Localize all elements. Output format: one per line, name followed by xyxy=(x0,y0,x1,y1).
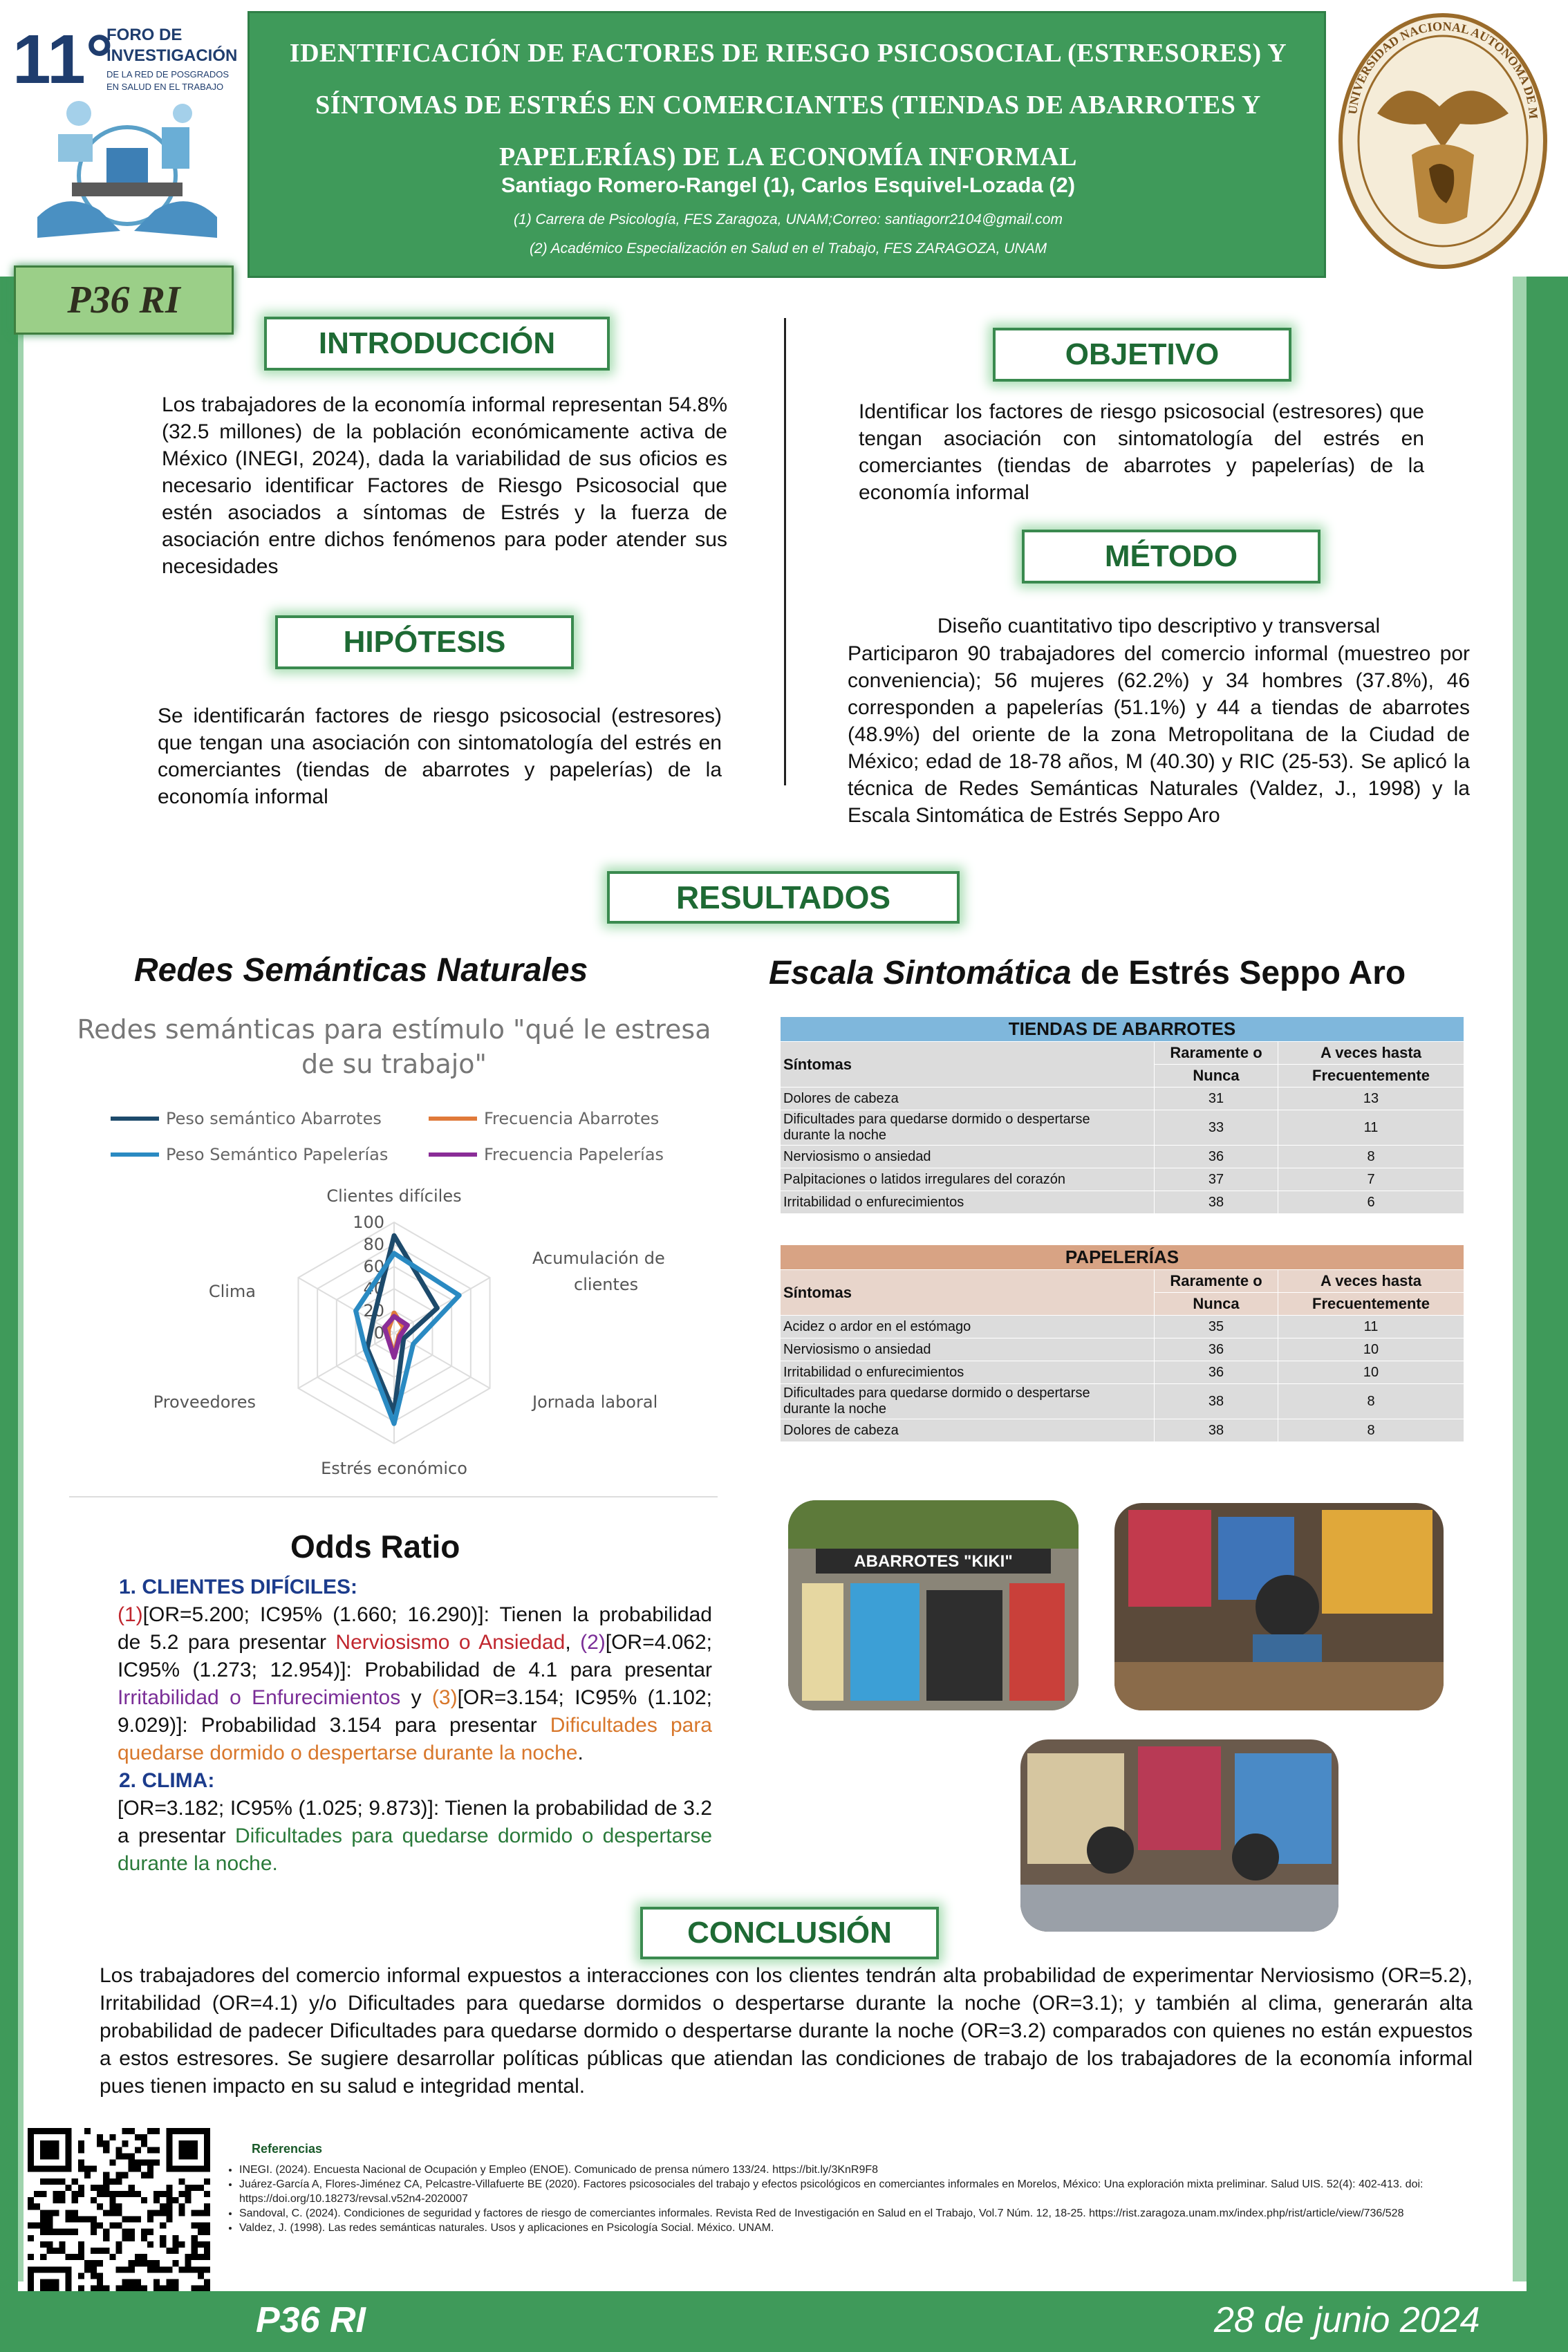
frame-right xyxy=(1527,277,1568,2352)
radar-tick-label: 100 xyxy=(353,1213,384,1232)
photo-stationery-shop xyxy=(1020,1739,1338,1932)
radar-tick-label: 20 xyxy=(363,1301,384,1320)
footer-code: P36 RI xyxy=(256,2300,366,2340)
table-row: Dolores de cabeza 38 8 xyxy=(781,1419,1464,1442)
title-line-2: SÍNTOMAS DE ESTRÉS EN COMERCIANTES (TIENDAS DE ABARROTES Y xyxy=(315,91,1261,120)
col-sintomas: Síntomas xyxy=(781,1042,1155,1088)
col-freq-a: A veces hasta xyxy=(1278,1270,1464,1293)
chart-title-line-2: de su trabajo" xyxy=(301,1049,487,1079)
store-sign: ABARROTES "KIKI" xyxy=(854,1552,1013,1571)
table-row: Nerviosismo o ansiedad 36 8 xyxy=(781,1146,1464,1168)
table-row: Acidez o ardor en el estómago 35 11 xyxy=(781,1316,1464,1338)
column-divider xyxy=(784,318,786,785)
col-freq-a: A veces hasta xyxy=(1278,1042,1464,1065)
table-abarrotes xyxy=(780,1016,1464,1214)
table-row: Dificultades para quedarse dormido o despertarse durante la noche 38 8 xyxy=(781,1384,1464,1419)
frame-right-inner xyxy=(1513,277,1527,2281)
col-rare-a: Raramente o xyxy=(1155,1042,1278,1065)
logo-line-2: INVESTIGACIÓN xyxy=(106,46,238,65)
forum-logo xyxy=(10,10,241,259)
poster-code: P36 RI xyxy=(67,279,180,321)
title-line-1: IDENTIFICACIÓN DE FACTORES DE RIESGO PSICOSOCIAL (ESTRESORES) Y xyxy=(289,39,1287,68)
radar-tick-label: 80 xyxy=(363,1235,384,1254)
frame-left-inner xyxy=(18,325,24,2281)
table-row: Irritabilidad o enfurecimientos 36 10 xyxy=(781,1361,1464,1384)
legend-entry: Peso semántico Abarrotes xyxy=(166,1109,382,1128)
reference-item: • Sandoval, C. (2024). Condiciones de seguridad y factores de riesgo de comerciantes informales. Revista Red de Investigación en Salud en el Trabajo, Vol.7 Núm. 12, 18-25. https://rist.zaragoza.unam.mx/index.php/rist/article/view/736/528 xyxy=(239,2206,1456,2221)
legend-entry: Peso Semántico Papelerías xyxy=(166,1145,389,1164)
conclusion-text: Los trabajadores del comercio informal expuestos a interacciones con los clientes tendrán alta probabilidad de experimentar Nerviosismo (OR=5.2), Irritabilidad (OR=4.1) y/o Dificultades para quedarse dormidos o despertarse durante la noche (OR=3.1); y también al clima, generarán alta probabilidad de padecer Dificultades para quedarse dormido o despertarse durante la noche (OR=3.2) comparados con quienes no están expuestos a estos estresores. Se sugiere desarrollar políticas públicas que atiendan las condiciones de trabajo de los trabajadores de la economía informal pues tienen impacto en su salud e integridad mental. xyxy=(100,1964,1473,2098)
affiliation-1: (1) Carrera de Psicología, FES Zaragoza, UNAM;Correo: santiagorr2104@gmail.com xyxy=(514,212,1063,227)
col-freq-b: Frecuentemente xyxy=(1278,1293,1464,1316)
radar-axis-label: Estrés económico xyxy=(321,1459,467,1478)
table-row: Nerviosismo o ansiedad 36 10 xyxy=(781,1338,1464,1361)
method-heading: MÉTODO xyxy=(1022,530,1320,584)
poster-code-badge xyxy=(14,265,234,335)
logo-number: 11° xyxy=(12,21,113,98)
odds-text xyxy=(118,1574,712,1878)
table-row: Dolores de cabeza 31 13 xyxy=(781,1088,1464,1110)
poster-title xyxy=(263,28,1314,183)
logo-line-1: FORO DE xyxy=(106,26,183,44)
svg-text:UNIVERSIDAD NACIONAL AUTONOMA: UNIVERSIDAD NACIONAL AUTONOMA DE M xyxy=(1345,19,1541,120)
reference-item: • INEGI. (2024). Encuesta Nacional de Ocupación y Empleo (ENOE). Comunicado de prensa número 133/24. https://bit.ly/3KnR9F8 xyxy=(239,2163,1456,2177)
objective-text: Identificar los factores de riesgo psicosocial (estresores) que tengan asociación con sintomatología del estrés en comerciantes (tiendas de abarrotes y papelerías) de la economía informal xyxy=(859,400,1424,504)
photo-storefront xyxy=(788,1500,1079,1710)
col-sintomas: Síntomas xyxy=(781,1270,1155,1316)
radar-tick-label: 0 xyxy=(373,1323,384,1343)
radar-axis-label: Proveedores xyxy=(153,1392,256,1412)
band-abarrotes: TIENDAS DE ABARROTES xyxy=(781,1017,1464,1042)
odds-item-2-title: 2. CLIMA: xyxy=(119,1769,215,1792)
footer-date: 28 de junio 2024 xyxy=(1214,2300,1480,2340)
method-line-1: Diseño cuantitativo tipo descriptivo y transversal xyxy=(937,615,1381,637)
col-rare-a: Raramente o xyxy=(1155,1270,1278,1293)
title-line-3: PAPELERÍAS) DE LA ECONOMÍA INFORMAL xyxy=(499,142,1077,171)
conclusion-heading: CONCLUSIÓN xyxy=(640,1907,939,1959)
intro-heading: INTRODUCCIÓN xyxy=(264,317,610,371)
legend-entry: Frecuencia Papelerías xyxy=(484,1145,664,1164)
table-row: Irritabilidad o enfurecimientos 38 6 xyxy=(781,1191,1464,1214)
references-title: Referencias xyxy=(252,2142,323,2156)
col-rare-b: Nunca xyxy=(1155,1293,1278,1316)
unam-seal xyxy=(1336,10,1550,272)
references-list xyxy=(224,2163,1456,2235)
qr-code[interactable] xyxy=(28,2128,210,2311)
col-freq-b: Frecuentemente xyxy=(1278,1065,1464,1088)
radar-axis-label: Clientes difíciles xyxy=(326,1186,462,1206)
odds-item-2-body: [OR=3.182; IC95% (1.025; 9.873)]: Tienen la probabilidad de 3.2 a presentar Dificultades para quedarse dormido o despertarse durante la noche. xyxy=(118,1797,712,1875)
objective-heading: OBJETIVO xyxy=(993,328,1291,382)
odds-heading: Odds Ratio xyxy=(290,1529,460,1565)
radar-axis-label: clientes xyxy=(574,1275,639,1294)
chart-baseline xyxy=(69,1496,718,1497)
photo-shop-interior xyxy=(1114,1503,1444,1710)
col-rare-b: Nunca xyxy=(1155,1065,1278,1088)
authors: Santiago Romero-Rangel (1), Carlos Esquivel-Lozada (2) xyxy=(501,173,1076,197)
radar-axis-label: Acumulación de xyxy=(532,1249,665,1268)
affiliation-2: (2) Académico Especialización en Salud en el Trabajo, FES ZARAGOZA, UNAM xyxy=(529,241,1047,256)
table-row: Palpitaciones o latidos irregulares del corazón 37 7 xyxy=(781,1168,1464,1191)
band-papelerias: PAPELERÍAS xyxy=(781,1245,1464,1270)
reference-item: • Juárez-García A, Flores-Jiménez CA, Pelcastre-Villafuerte BE (2020). Factores psicosociales del trabajo y efectos psicológicos en comerciantes informales en Morelos, México: Una exploración mixta preliminar. Salud UIS. 52(4): 402-413. doi: https://doi.org/10.18273/revsal.v52n4-2020007 xyxy=(239,2177,1456,2206)
logo-illustration-icon xyxy=(37,101,217,238)
intro-text: Los trabajadores de la economía informal representan 54.8% (32.5 millones) de la población económicamente activa de México (INEGI, 2024), dada la variabilidad de sus oficios es necesario identificar Factores de Riesgo Psicosocial que estén asociados a síntomas de Estrés y la fuerza de asociación entre dichos fenómenos para poder atender sus necesidades xyxy=(162,393,727,578)
logo-line-3: DE LA RED DE POSGRADOS xyxy=(106,69,229,80)
radar-axis-label: Clima xyxy=(208,1282,256,1301)
results-heading: RESULTADOS xyxy=(607,871,960,924)
table-row: Dificultades para quedarse dormido o despertarse durante la noche 33 11 xyxy=(781,1110,1464,1146)
chart-title-line-1: Redes semánticas para estímulo "qué le estresa xyxy=(77,1014,711,1045)
seppo-heading: Escala Sintomática de Estrés Seppo Aro xyxy=(769,955,1406,991)
reference-item: • Valdez, J. (1998). Las redes semánticas naturales. Usos y aplicaciones en Psicología Social. México. UNAM. xyxy=(239,2221,1456,2235)
redes-heading: Redes Semánticas Naturales xyxy=(134,952,588,989)
odds-item-1-title: 1. CLIENTES DIFÍCILES: xyxy=(119,1576,358,1598)
frame-left xyxy=(0,277,18,2352)
hypothesis-text: Se identificarán factores de riesgo psicosocial (estresores) que tengan una asociación con sintomatología del estrés en comerciantes (tiendas de abarrotes y papelerías) de la economía informal xyxy=(158,704,722,808)
table-papelerias xyxy=(780,1244,1464,1442)
legend-entry: Frecuencia Abarrotes xyxy=(484,1109,660,1128)
odds-item-1-body: (1)[OR=5.200; IC95% (1.660; 16.290)]: Tienen la probabilidad de 5.2 para presentar Nerviosismo o Ansiedad, (2)[OR=4.062; IC95% (1.273; 12.954)]: Probabilidad de 4.1 para presentar Irritabilidad o Enfurecimientos y (3)[OR=3.154; IC95% (1.102; 9.029)]: Probabilidad 3.154 para presentar Dificultades para quedarse dormido o despertarse durante la noche. xyxy=(118,1603,713,1764)
radar-tick-label: 40 xyxy=(363,1279,384,1298)
radar-axis-label: Jornada laboral xyxy=(532,1392,658,1412)
radar-tick-label: 60 xyxy=(363,1257,384,1276)
radar-chart xyxy=(69,1008,719,1506)
logo-line-4: EN SALUD EN EL TRABAJO xyxy=(106,82,224,92)
method-text: Participaron 90 trabajadores del comercio informal (muestreo por conveniencia); 56 mujeres (62.2%) y 34 hombres (37.8%), 46 corresponden a papelerías (51.1%) y 44 a tiendas de abarrotes (48.9%) del oriente de la zona Metropolitana de la Ciudad de México; edad de 18-78 años, M (40.30) y RIC (25-53). Se aplicó la técnica de Redes Semánticas Naturales (Valdez, J., 1998) y la Escala Sintomática de Estrés Seppo Aro xyxy=(848,642,1470,827)
hypothesis-heading: HIPÓTESIS xyxy=(275,615,574,669)
